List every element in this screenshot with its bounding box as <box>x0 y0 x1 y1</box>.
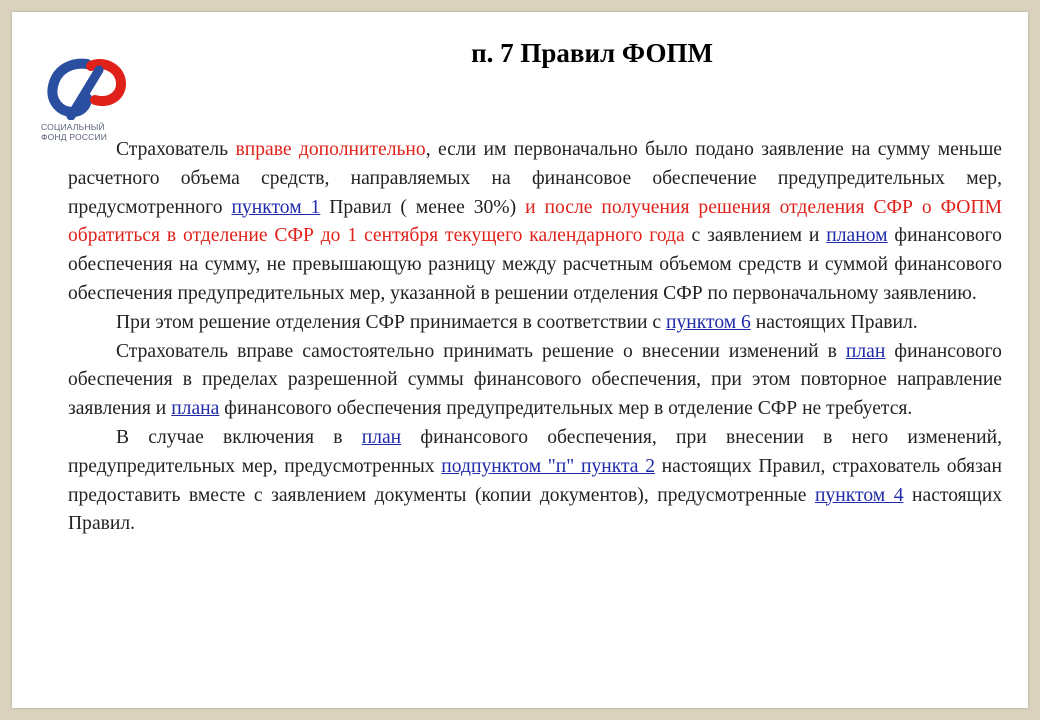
text: финансового обеспечения, при внесении в него изменений, предупредительных мер, предусмотренных <box>68 426 1002 477</box>
sfr-logo <box>41 56 141 142</box>
paragraph-4 <box>68 424 1002 539</box>
document-body <box>68 136 1002 539</box>
text: настоящих Правил, страхователь обязан предоставить вместе с заявлением документы (копии документов), предусмотренные <box>68 455 1002 506</box>
logo-text-line1: СОЦИАЛЬНЫЙ <box>41 122 105 132</box>
link-punkt-4[interactable]: пунктом 4 <box>815 484 904 506</box>
text: В случае включения в <box>116 426 362 448</box>
slide <box>12 12 1028 708</box>
paragraph-1 <box>68 136 1002 309</box>
paragraph-3 <box>68 338 1002 424</box>
highlight-text: вправе дополнительно <box>235 139 426 160</box>
link-planom[interactable]: планом <box>826 225 888 247</box>
page-title: п. 7 Правил ФОПМ <box>471 38 713 68</box>
text: Страхователь вправе самостоятельно принимать решение о внесении изменений в <box>116 340 846 362</box>
link-plan[interactable]: план <box>361 426 402 448</box>
text: настоящих Правил. <box>68 484 1003 535</box>
sfr-logo-icon <box>41 56 133 120</box>
link-punkt-1[interactable]: пунктом 1 <box>231 196 321 218</box>
text: Правил ( менее 30%) <box>320 196 526 218</box>
text: При этом решение отделения СФР принимается в соответствии с <box>116 311 666 333</box>
text: финансового обеспечения предупредительных мер в отделение СФР не требуется. <box>219 398 913 420</box>
paragraph-2 <box>68 309 1002 338</box>
link-podpunkt-p-punkta-2[interactable]: подпунктом "п" пункта 2 <box>441 455 655 477</box>
highlight-text: и после получения решения отделения СФР о ФОПМ обратиться в отделение СФР до 1 сентября текущего календарного года <box>68 196 1003 247</box>
logo-text-line2: ФОНД РОССИИ <box>41 132 108 142</box>
link-plan[interactable]: план <box>845 340 886 362</box>
text: с заявлением и <box>684 225 827 247</box>
text: , если им первоначально было подано заявление на сумму меньше расчетного объема средств, направляемых на финансовое обеспечение предупредительных мер, предусмотренного <box>68 139 1002 218</box>
link-punkt-6[interactable]: пунктом 6 <box>665 311 751 333</box>
link-plana[interactable]: плана <box>171 398 220 420</box>
text: финансового обеспечения в пределах разрешенной суммы финансового обеспечения, при этом повторное направление заявления и <box>68 340 1002 420</box>
text: настоящих Правил. <box>750 311 918 333</box>
text: финансового обеспечения на сумму, не превышающую разницу между расчетным объемом средств и суммой финансового обеспечения предупредительных мер, указанной в решении отделения СФР по первоначальному заявлению. <box>68 225 1002 304</box>
text: Страхователь <box>116 139 236 160</box>
